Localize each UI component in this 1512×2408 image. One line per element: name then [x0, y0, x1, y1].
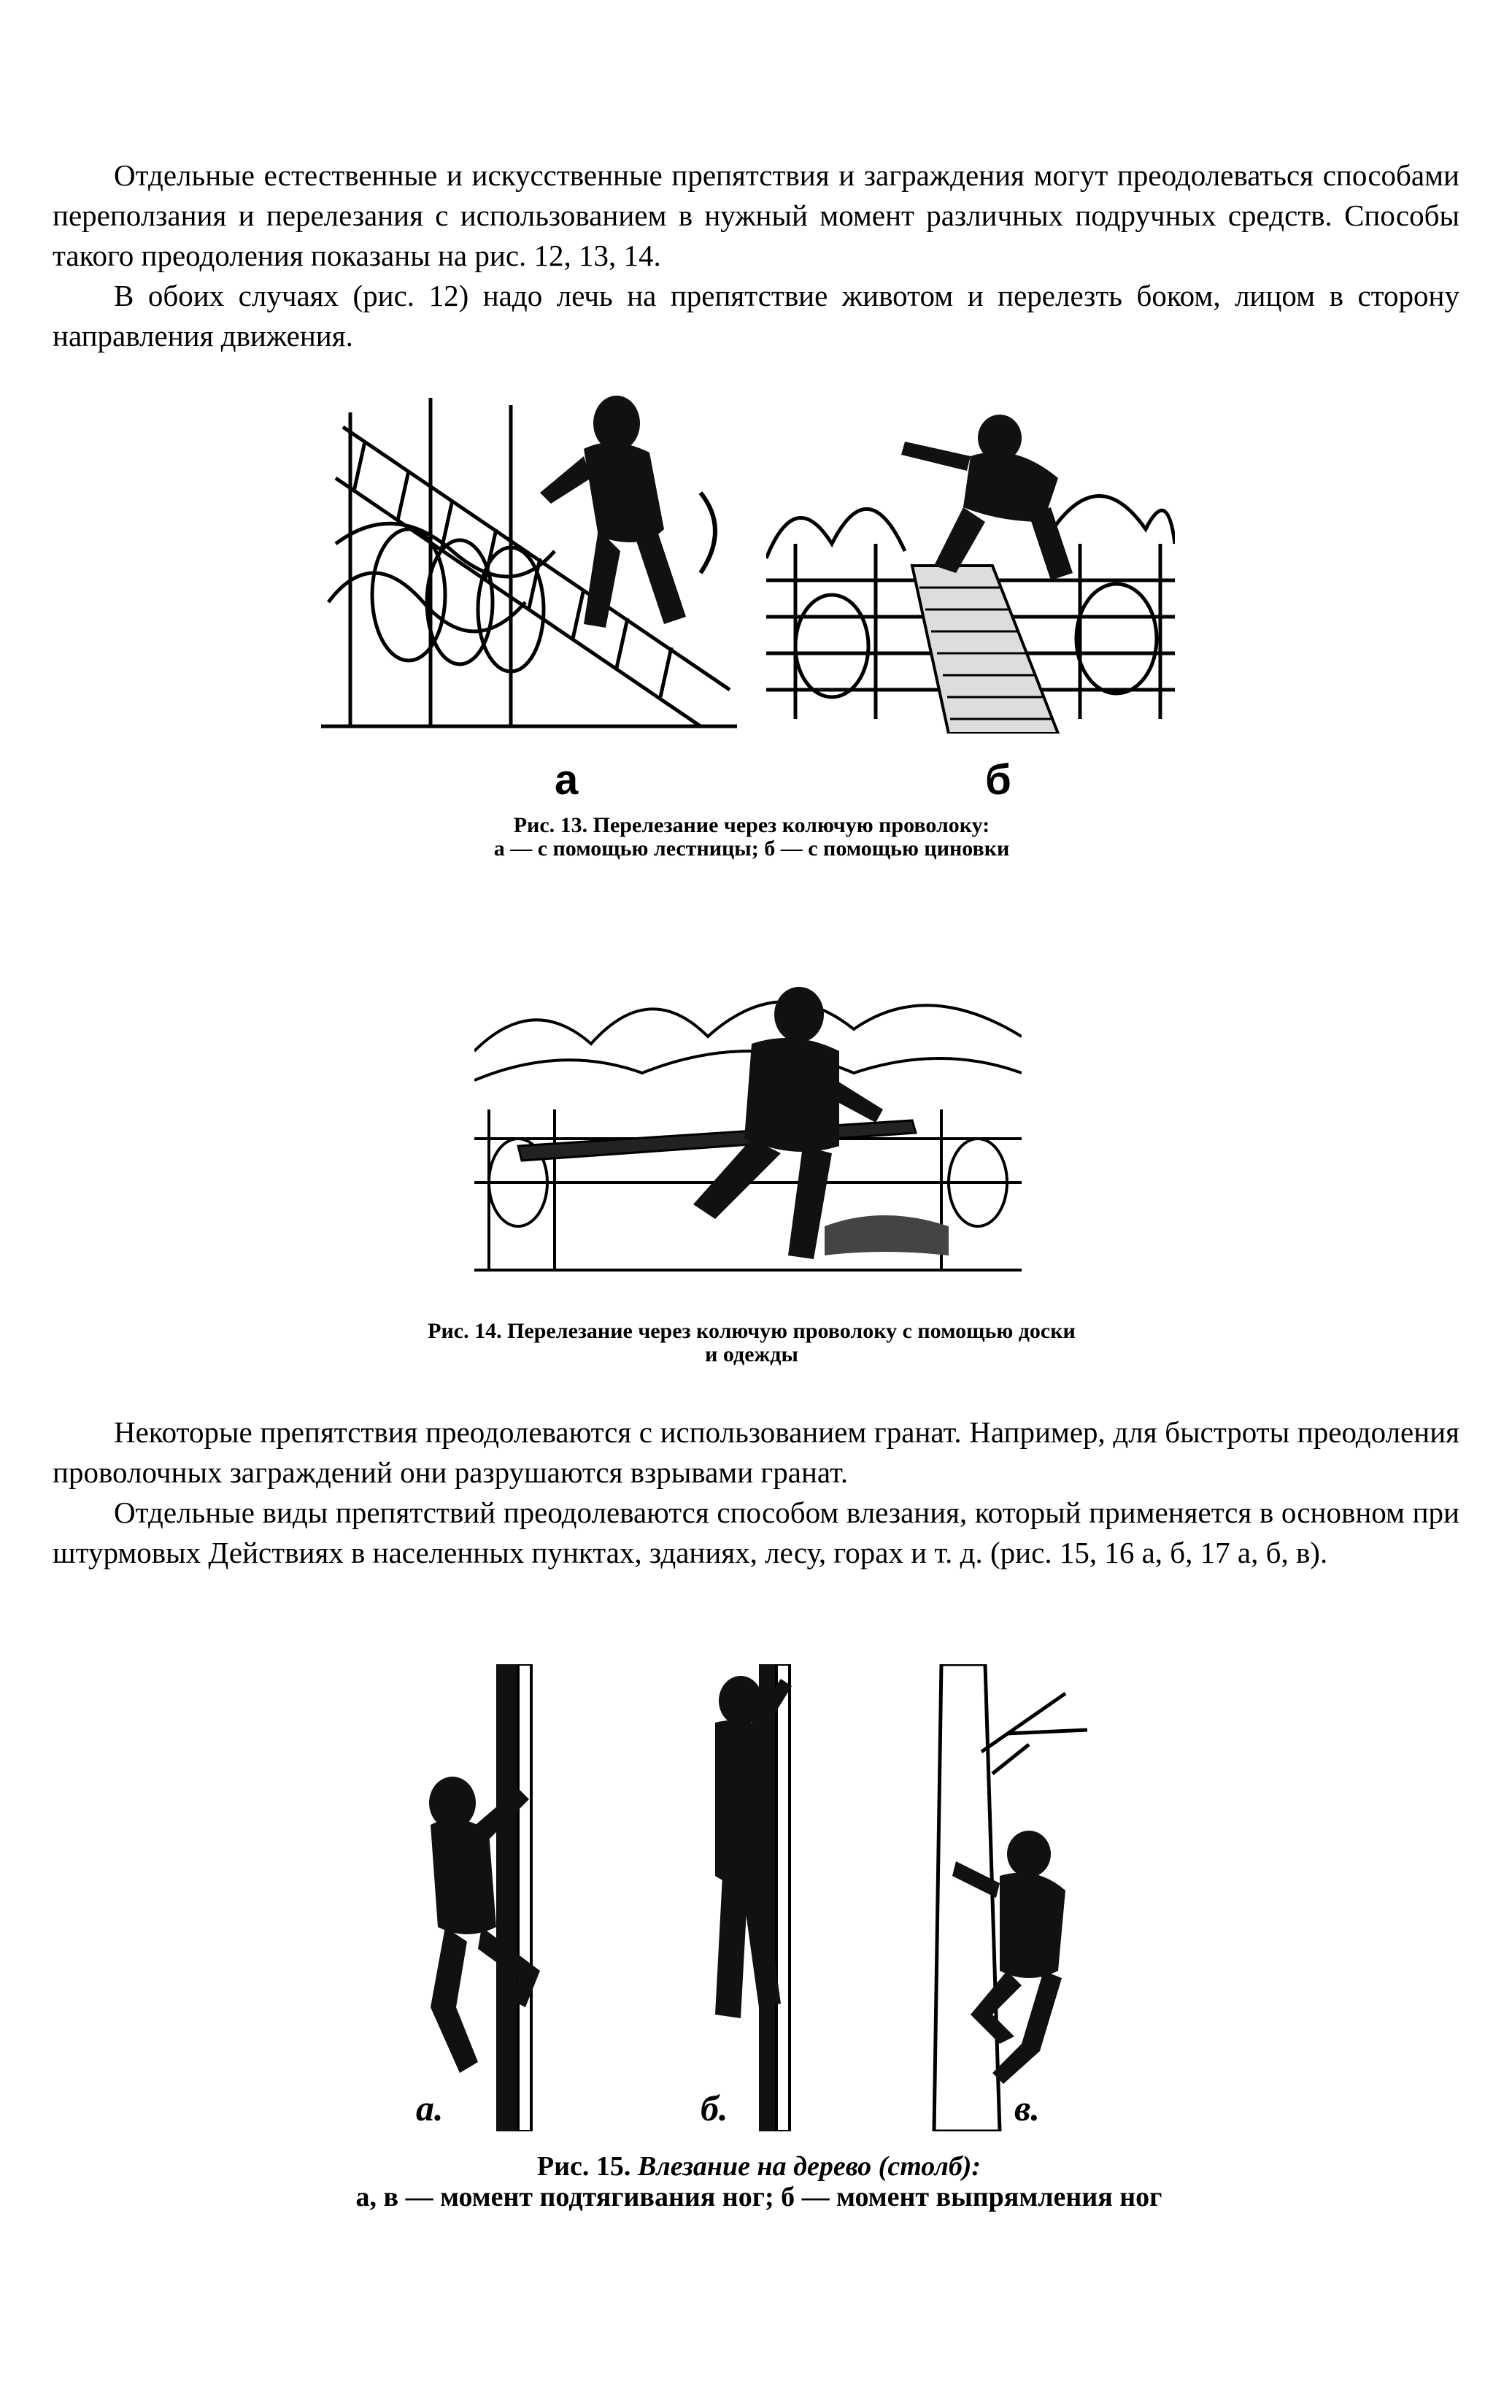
figure-15-label-b: б.: [701, 2088, 728, 2128]
figure-13-caption: [321, 814, 1182, 861]
paragraph-3: Некоторые препятствия преодолеваются с использованием гранат. Например, для быстроты преодоления проволочных заграждений они разрушаются взрывами гранат.: [53, 1415, 1459, 1489]
figure-15-caption-line-2: а, в — момент подтягивания ног; б — момент выпрямления ног: [355, 2182, 1162, 2212]
figure-15-illustration-a: [409, 1664, 584, 2131]
figure-15-label-a: а.: [416, 2088, 444, 2128]
figure-13-caption-line-2: а — с помощью лестницы; б — с помощью циновки: [493, 836, 1010, 861]
figure-15-illustration-b: [679, 1664, 854, 2131]
figure-14-caption-line-1: Рис. 14. Перелезание через колючую проволоку с помощью доски: [428, 1319, 1076, 1343]
paragraph-4: Отдельные виды препятствий преодолеваются способом влезания, который применяется в основном при штурмовых Действиях в населенных пунктах, зданиях, лесу, горах и т. д. (рис. 15, 16 а, б, 17 а, б, в).: [53, 1496, 1459, 1569]
figure-14-illustration: [474, 963, 1022, 1285]
figure-14: [474, 963, 1022, 1285]
figure-13-caption-line-1: Рис. 13. Перелезание через колючую проволоку:: [513, 813, 990, 837]
figure-13-illustration-a: [321, 383, 737, 734]
paragraph-2: В обоих случаях (рис. 12) надо лечь на препятствие животом и перелезть боком, лицом в сторону направления движения.: [53, 279, 1459, 353]
figure-14-caption-line-2: и одежды: [705, 1342, 798, 1366]
figure-13-label-b: б: [985, 756, 1011, 804]
figure-15-caption-number: Рис. 15.: [536, 2151, 631, 2182]
figure-15-caption-title: Влезание на дерево (столб):: [637, 2151, 981, 2182]
figure-14-caption: [321, 1320, 1182, 1366]
figure-15-caption: [219, 2151, 1299, 2212]
figure-15: [409, 1664, 1168, 2131]
figure-15-caption-line-1: [219, 2151, 1299, 2182]
paragraph-1: Отдельные естественные и искусственные препятствия и заграждения могут преодолеваться способами переползания и перелезания с использованием в нужный момент различных подручных средств. Способы такого преодоления показаны на рис. 12, 13, 14.: [53, 158, 1459, 272]
figure-15-label-c: в.: [1014, 2088, 1040, 2128]
figure-13-illustration-b: [766, 398, 1175, 734]
figure-13-label-a: а: [555, 756, 579, 804]
figure-15-illustration-c: [919, 1664, 1124, 2131]
